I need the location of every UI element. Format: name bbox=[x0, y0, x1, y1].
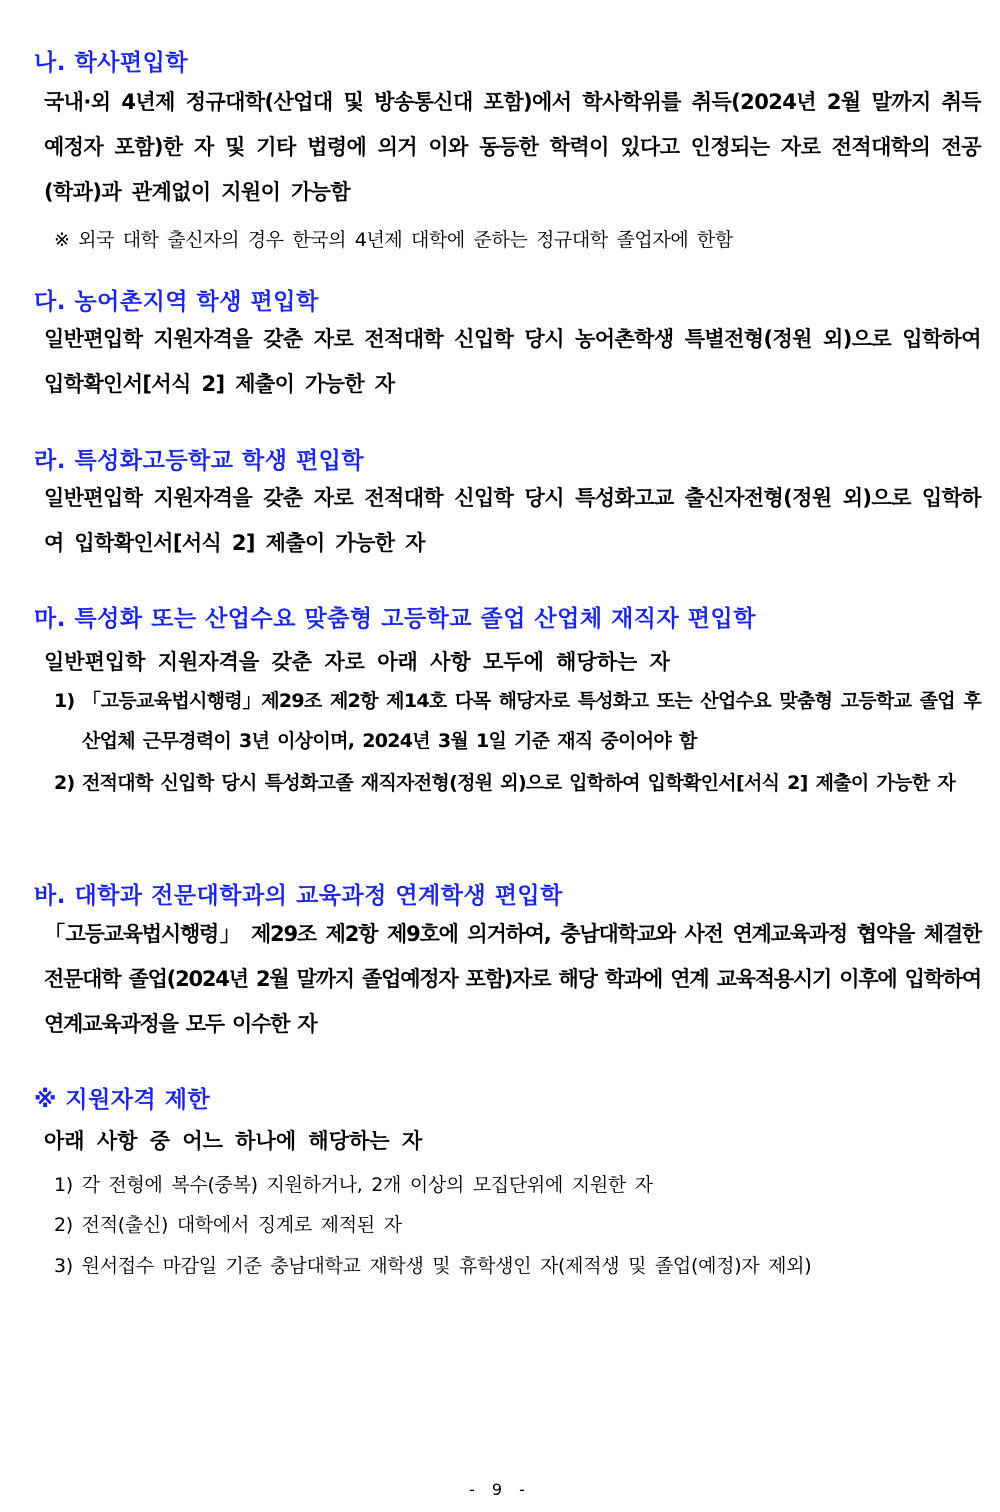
section-body-bachelor-transfer: 국내·외 4년제 정규대학(산업대 및 방송통신대 포함)에서 학사학위를 취득(2024년 2월 말까지 취득예정자 포함)한 자 및 기타 법령에 의거 이와 동등한 학력이 있다고 인정되는 자로 전적대학의 전공(학과)과 관계없이 지원이 가능함 bbox=[44, 90, 981, 204]
page-number: - 9 - bbox=[469, 1480, 531, 1499]
requirement-item-number: 2) bbox=[54, 772, 75, 794]
section-heading-bachelor-transfer: 나. 학사편입학 bbox=[34, 50, 189, 76]
section-intro-industry-worker-transfer: 일반편입학 지원자격을 갖춘 자로 아래 사항 모두에 해당하는 자 bbox=[44, 650, 670, 674]
section-heading-eligibility-restriction: ※ 지원자격 제한 bbox=[34, 1087, 211, 1113]
requirement-item-text: 전적대학 신입학 당시 특성화고졸 재직자전형(정원 외)으로 입학하여 입학확인서[서식 2] 제출이 가능한 자 bbox=[82, 772, 955, 794]
restriction-item: 1) 각 전형에 복수(중복) 지원하거나, 2개 이상의 모집단위에 지원한 자 bbox=[54, 1174, 653, 1196]
requirement-item-number: 1) bbox=[54, 690, 75, 712]
requirement-item-text: 「고등교육법시행령」제29조 제2항 제14호 다목 해당자로 특성화고 또는 산업수요 맞춤형 고등학교 졸업 후 산업체 근무경력이 3년 이상이며, 2024년 3월 1일 기준 재직 중이어야 함 bbox=[82, 690, 981, 752]
section-heading-industry-worker-transfer: 마. 특성화 또는 산업수요 맞춤형 고등학교 졸업 산업체 재직자 편입학 bbox=[34, 606, 756, 632]
section-note-foreign-university: ※ 외국 대학 출신자의 경우 한국의 4년제 대학에 준하는 정규대학 졸업자에 한함 bbox=[54, 229, 733, 251]
section-intro-eligibility-restriction: 아래 사항 중 어느 하나에 해당하는 자 bbox=[44, 1129, 423, 1153]
section-body-rural-transfer: 일반편입학 지원자격을 갖춘 자로 전적대학 신입학 당시 농어촌학생 특별전형(정원 외)으로 입학하여 입학확인서[서식 2] 제출이 가능한 자 bbox=[44, 327, 981, 396]
section-body-specialized-hs-transfer: 일반편입학 지원자격을 갖춘 자로 전적대학 신입학 당시 특성화고교 출신자전형(정원 외)으로 입학하여 입학확인서[서식 2] 제출이 가능한 자 bbox=[44, 486, 981, 555]
requirement-item bbox=[54, 681, 981, 761]
section-heading-specialized-hs-transfer: 라. 특성화고등학교 학생 편입학 bbox=[34, 448, 365, 474]
restriction-item: 3) 원서접수 마감일 기준 충남대학교 재학생 및 휴학생인 자(제적생 및 졸업(예정)자 제외) bbox=[54, 1255, 812, 1277]
requirement-item bbox=[54, 763, 981, 803]
restriction-item: 2) 전적(출신) 대학에서 징계로 제적된 자 bbox=[54, 1214, 402, 1236]
section-heading-linked-curriculum-transfer: 바. 대학과 전문대학과의 교육과정 연계학생 편입학 bbox=[34, 883, 563, 909]
section-heading-rural-transfer: 다. 농어촌지역 학생 편입학 bbox=[34, 289, 319, 315]
section-body-linked-curriculum-transfer: 「고등교육법시행령」 제29조 제2항 제9호에 의거하여, 충남대학교와 사전 연계교육과정 협약을 체결한 전문대학 졸업(2024년 2월 말까지 졸업예정자 포함)자로 해당 학과에 연계 교육적용시기 이후에 입학하여 연계교육과정을 모두 이수한 자 bbox=[44, 922, 981, 1036]
